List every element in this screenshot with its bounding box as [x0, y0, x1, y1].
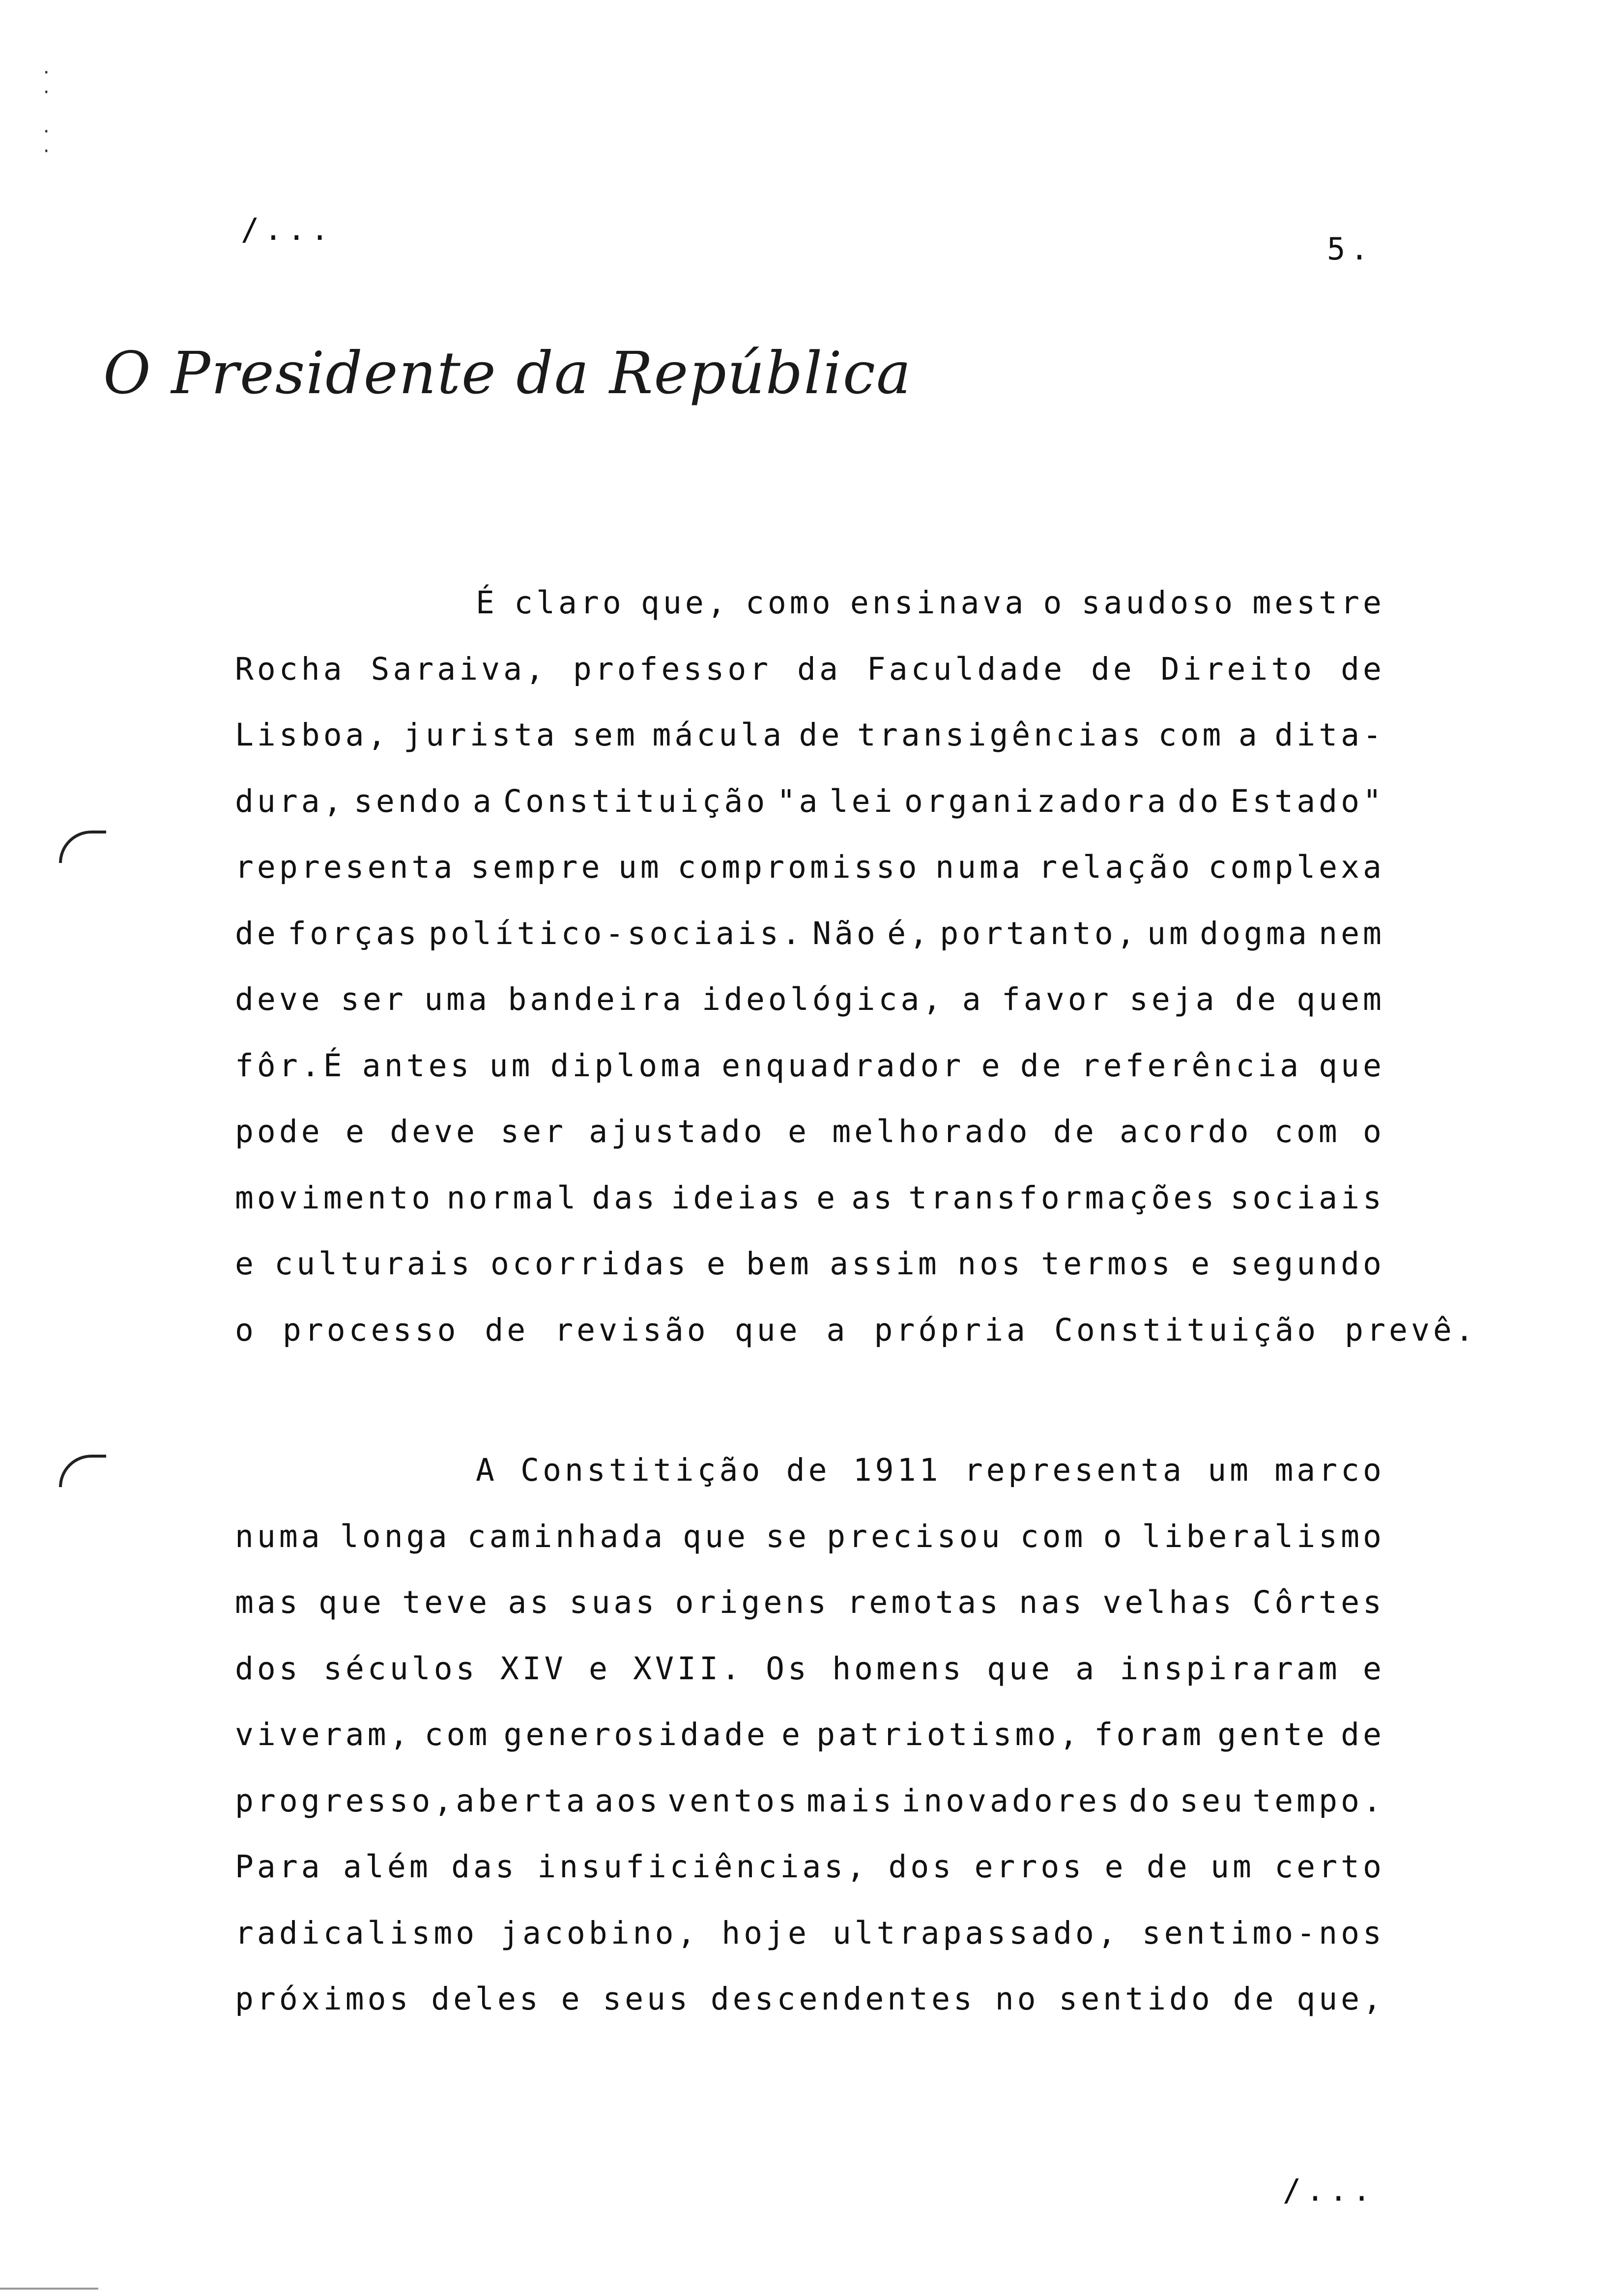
text-line: movimento normal das ideias e as transformações sociais: [235, 1179, 1385, 1216]
text-line: dos séculos XIV e XVII. Os homens que a inspiraram e: [235, 1650, 1385, 1687]
text-line: o processo de revisão que a própria Constituição prevê.: [235, 1312, 1477, 1348]
scan-edge-line: [0, 2288, 98, 2290]
text-line: representa sempre um compromisso numa relação complexa: [235, 849, 1385, 885]
text-line: É claro que, como ensinava o saudoso mestre: [476, 585, 1385, 621]
margin-dots: · · · ·: [41, 63, 52, 161]
text-line: progresso,aberta aos ventos mais inovadores do seu tempo.: [235, 1782, 1385, 1819]
text-line: A Constitição de 1911 representa um marco: [476, 1452, 1385, 1488]
text-line: de forças político-sociais. Não é, portanto, um dogma nem: [235, 915, 1385, 951]
text-line: e culturais ocorridas e bem assim nos termos e segundo: [235, 1246, 1385, 1282]
text-line: radicalismo jacobino, hoje ultrapassado, sentimo-nos: [235, 1915, 1385, 1951]
letterhead-title: O Presidente da República: [103, 339, 912, 407]
page-number: 5.: [1327, 231, 1374, 267]
text-line: dura, sendo a Constituição "a lei organizadora do Estado": [235, 783, 1385, 819]
margin-mark: [59, 831, 106, 863]
text-line: pode e deve ser ajustado e melhorado de acordo com o: [235, 1114, 1385, 1149]
text-line: Rocha Saraiva, professor da Faculdade de Direito de: [235, 651, 1385, 687]
text-line: próximos deles e seus descendentes no sentido de que,: [235, 1981, 1385, 2017]
paragraph-2: [235, 1452, 1385, 2047]
text-line: Para além das insuficiências, dos erros e de um certo: [235, 1849, 1385, 1885]
text-line: fôr.É antes um diploma enquadrador e de referência que: [235, 1047, 1385, 1084]
paragraph-1: [235, 585, 1477, 1378]
continuation-marker-bottom: /...: [1283, 2172, 1376, 2208]
text-line: numa longa caminhada que se precisou com o liberalismo: [235, 1518, 1385, 1554]
text-line: deve ser uma bandeira ideológica, a favor seja de quem: [235, 981, 1385, 1017]
text-line: viveram, com generosidade e patriotismo, foram gente de: [235, 1717, 1385, 1752]
text-line: Lisboa, jurista sem mácula de transigências com a dita-: [235, 717, 1385, 753]
margin-mark: [59, 1455, 106, 1487]
text-line: mas que teve as suas origens remotas nas velhas Côrtes: [235, 1584, 1385, 1620]
continuation-marker-top: /...: [241, 211, 334, 247]
